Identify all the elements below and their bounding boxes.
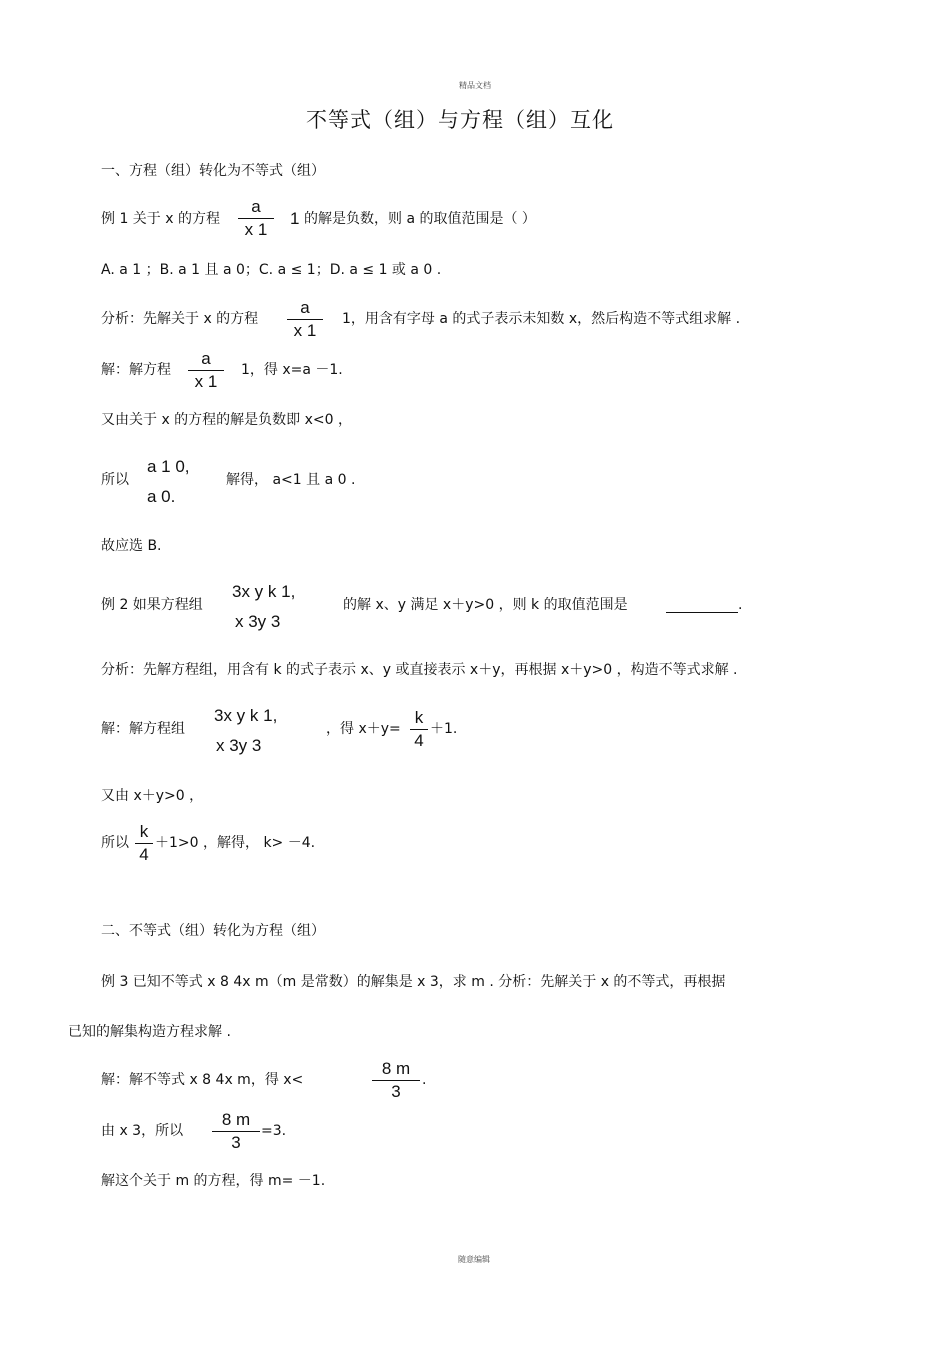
solution-text: 解：解不等式 x 8 4x m，得 x<	[101, 1072, 304, 1088]
solution-text: ＋1>0 ，解得， k> －4.	[155, 835, 316, 851]
fraction: a x 1	[287, 298, 323, 341]
answer-blank	[666, 612, 738, 613]
page-title: 不等式（组）与方程（组）互化	[306, 108, 614, 132]
example-label: 例 2 如果方程组	[101, 597, 203, 613]
solution-text: 解得， a<1 且 a 0 .	[226, 472, 356, 488]
system-line: x 3y 3	[216, 736, 262, 755]
solution-text: 由 x 3，所以	[101, 1123, 184, 1139]
solution-text: 所以	[101, 835, 129, 851]
fraction: a x 1	[188, 349, 224, 392]
page-header: 精品文档	[459, 81, 491, 90]
system-line: a 1 0,	[147, 457, 190, 476]
question-text: 的解 x、y 满足 x＋y>0 ，则 k 的取值范围是	[343, 597, 628, 613]
solution-text: 解：解方程组	[101, 721, 185, 737]
fraction: k 4	[410, 708, 428, 751]
solution-text: ，得 x＋y=	[326, 721, 401, 737]
solution-text: 解：解方程	[101, 362, 171, 378]
conclusion-text: 故应选 B.	[101, 538, 162, 554]
system-line: 3x y k 1,	[232, 582, 296, 601]
solution-text: 又由关于 x 的方程的解是负数即 x<0 ，	[101, 412, 353, 428]
answer-options: A. a 1 ；B. a 1 且 a 0；C. a ≤ 1；D. a ≤ 1 或 a 0 .	[101, 262, 442, 278]
solution-text: =3.	[261, 1123, 287, 1139]
fraction: a x 1	[238, 197, 274, 240]
solution-text: ＋1.	[430, 721, 458, 737]
punctuation: .	[738, 597, 743, 613]
section-heading: 二、不等式（组）转化为方程（组）	[101, 923, 325, 939]
solution-text: 所以	[101, 472, 129, 488]
page-footer: 随意编辑	[458, 1255, 490, 1264]
fraction: k 4	[135, 822, 153, 865]
analysis-text: 分析：先解关于 x 的方程	[101, 311, 259, 327]
question-text: 的解是负数，则 a 的取值范围是（ ）	[304, 211, 536, 227]
example-label: 例 3 已知不等式 x 8 4x m（m 是常数）的解集是 x 3，求 m . 分析：先解关于 x 的不等式，再根据	[101, 974, 726, 990]
solution-text: 又由 x＋y>0 ，	[101, 788, 204, 804]
math-text: 1	[290, 209, 300, 228]
system-line: x 3y 3	[235, 612, 281, 631]
punctuation: .	[422, 1072, 427, 1088]
question-text: 已知的解集构造方程求解 .	[68, 1024, 231, 1040]
solution-text: 1，得 x=a －1.	[241, 362, 343, 378]
solution-text: 解这个关于 m 的方程，得 m= －1.	[101, 1173, 326, 1189]
analysis-text: 分析：先解方程组，用含有 k 的式子表示 x、y 或直接表示 x＋y，再根据 x＋y>0 ，构造不等式求解 .	[101, 662, 738, 678]
section-heading: 一、方程（组）转化为不等式（组）	[101, 163, 325, 179]
analysis-text: 1，用含有字母 a 的式子表示未知数 x，然后构造不等式组求解 .	[342, 311, 741, 327]
system-line: a 0.	[147, 487, 176, 506]
example-label: 例 1 关于 x 的方程	[101, 211, 220, 227]
fraction: 8 m 3	[212, 1110, 260, 1153]
fraction: 8 m 3	[372, 1059, 420, 1102]
system-line: 3x y k 1,	[214, 706, 278, 725]
